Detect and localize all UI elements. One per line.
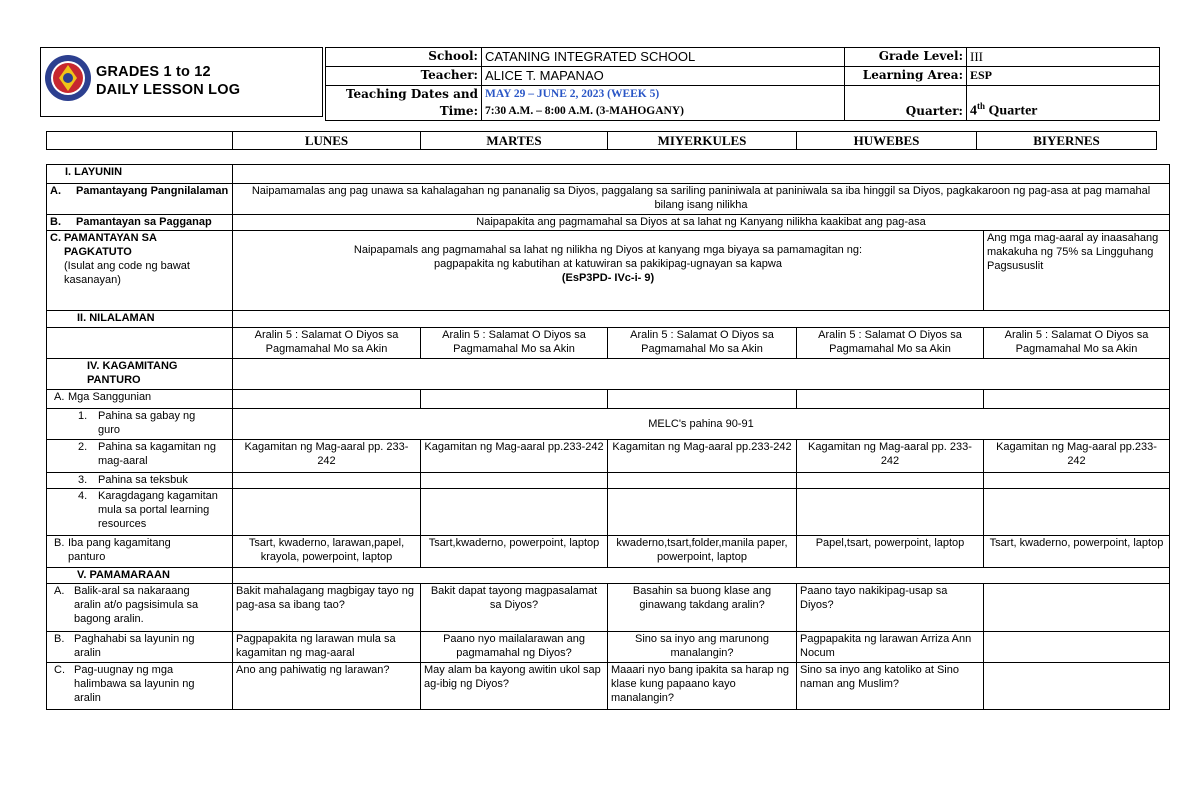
magaaral-label — [47, 440, 233, 473]
magaaral-lunes: Kagamitan ng Mag-aaral pp. 233-242 — [233, 440, 421, 473]
day-biyernes: BIYERNES — [977, 132, 1157, 150]
paghahabi-lunes: Pagpapakita ng larawan mula sa kagamitan ng mag-aaral — [233, 632, 421, 663]
pamantayang-pangnilalaman-label — [47, 184, 233, 215]
aralin-lunes: Aralin 5 : Salamat O Diyos sa Pagmamahal Mo sa Akin — [233, 328, 421, 359]
balik-lunes: Bakit mahalagang magbigay tayo ng pag-asa sa ibang tao? — [233, 584, 421, 632]
teaching-dates-value — [482, 86, 845, 121]
pamantayan-sa-pagganap-text: Naipapakita ang pagmamahal sa Diyos at sa lahat ng Kanyang nilikha kaakibat ang pag-asa — [233, 215, 1170, 231]
nilalaman-blank — [233, 311, 1170, 328]
row-title: Iba pang kagamitang panturo — [68, 537, 171, 563]
paguugnay-biyernes — [984, 663, 1170, 710]
quarter-label: Quarter: — [845, 86, 967, 121]
iba-miyerkules: kwaderno,tsart,folder,manila paper, powerpoint, laptop — [608, 536, 797, 568]
iba-lunes: Tsart, kwaderno, larawan,papel, krayola, powerpoint, laptop — [233, 536, 421, 568]
aralin-blank — [47, 328, 233, 359]
row-title: PAMANTAYAN SA PAGKATUTO — [64, 232, 157, 258]
row-letter: A. — [54, 585, 65, 597]
sanggunian-label — [47, 390, 233, 409]
paguugnay-martes: May alam ba kayong awitin ukol sap ag-ibig ng Diyos? — [421, 663, 608, 710]
iba-biyernes: Tsart, kwaderno, powerpoint, laptop — [984, 536, 1170, 568]
cell — [608, 473, 797, 489]
cell — [797, 489, 984, 536]
row-number: 3. — [78, 474, 88, 486]
cell — [233, 489, 421, 536]
magaaral-huwebes: Kagamitan ng Mag-aaral pp. 233-242 — [797, 440, 984, 473]
paguugnay-huwebes: Sino sa inyo ang katoliko at Sino naman ang Muslim? — [797, 663, 984, 710]
learning-area-value: ESP — [967, 67, 1160, 86]
pamantayan-sa-pagkatuto-label — [47, 231, 233, 311]
row-letter: A. — [54, 391, 65, 403]
cell — [233, 390, 421, 409]
row-title: Pahina sa kagamitan ng mag-aaral — [98, 441, 217, 467]
day-martes: MARTES — [421, 132, 608, 150]
row-number: 2. — [78, 441, 88, 453]
row-title: Karagdagang kagamitan mula sa portal learning resources — [98, 490, 218, 530]
row-number: 1. — [78, 410, 88, 422]
cell — [984, 473, 1170, 489]
aralin-miyerkules: Aralin 5 : Salamat O Diyos sa Pagmamahal Mo sa Akin — [608, 328, 797, 359]
quarter-value — [967, 86, 1160, 121]
row-letter: C. — [54, 664, 65, 676]
day-header-blank — [47, 132, 233, 150]
paguugnay-label — [47, 663, 233, 710]
teaching-time-line2: 7:30 A.M. – 8:00 A.M. (3-MAHOGANY) — [485, 105, 684, 117]
row-letter: C. — [50, 232, 61, 244]
pagkatuto-line2: pagpapakita ng kabutihan at katuwiran sa pakikipag-ugnayan sa kapwa — [434, 257, 782, 270]
quarter-suffix: th — [977, 101, 986, 112]
quarter-text: Quarter — [985, 104, 1038, 119]
learning-area-label: Learning Area: — [845, 67, 967, 86]
cell — [984, 390, 1170, 409]
paghahabi-label — [47, 632, 233, 663]
day-miyerkules: MIYERKULES — [608, 132, 797, 150]
magaaral-miyerkules: Kagamitan ng Mag-aaral pp.233-242 — [608, 440, 797, 473]
row-letter: B. — [54, 633, 65, 645]
cell — [421, 489, 608, 536]
section-nilalaman: II. NILALAMAN — [47, 311, 233, 328]
balik-biyernes — [984, 584, 1170, 632]
row-letter: B. — [54, 537, 65, 549]
cell — [421, 390, 608, 409]
title-grades: GRADES 1 to 12 — [96, 64, 211, 80]
teaching-dates-label-line2: Time: — [439, 104, 478, 118]
paghahabi-huwebes: Pagpapakita ng larawan Arriza Ann Nocum — [797, 632, 984, 663]
teaching-dates-label — [326, 86, 482, 121]
aralin-martes: Aralin 5 : Salamat O Diyos sa Pagmamahal Mo sa Akin — [421, 328, 608, 359]
row-title: Pamantayan sa Pagganap — [76, 216, 212, 228]
layunin-blank — [233, 165, 1170, 184]
cell — [233, 473, 421, 489]
row-number: 4. — [78, 490, 88, 502]
balik-huwebes: Paano tayo nakikipag-usap sa Diyos? — [797, 584, 984, 632]
iba-label — [47, 536, 233, 568]
paguugnay-miyerkules: Maaari nyo bang ipakita sa harap ng klase kung papaano kayo manalangin? — [608, 663, 797, 710]
grade-level-label: Grade Level: — [845, 48, 967, 67]
cell — [797, 473, 984, 489]
iba-huwebes: Papel,tsart, powerpoint, laptop — [797, 536, 984, 568]
day-huwebes: HUWEBES — [797, 132, 977, 150]
lesson-log-table — [46, 164, 1170, 710]
row-title: Mga Sanggunian — [68, 391, 152, 403]
deped-seal-logo — [44, 54, 92, 102]
row-title: Balik-aral sa nakaraang aralin at/o pagsisimula sa bagong aralin. — [74, 585, 199, 625]
row-letter: B. — [50, 216, 61, 228]
teksbuk-label — [47, 473, 233, 489]
row-title: Pahina sa teksbuk — [98, 474, 188, 486]
pamantayan-sa-pagkatuto-text — [233, 231, 984, 311]
cell — [797, 390, 984, 409]
teacher-value: ALICE T. MAPANAO — [482, 67, 845, 86]
header-title-box — [40, 47, 323, 117]
pagkatuto-line1: Naipapamals ang pagmamahal sa lahat ng nilikha ng Diyos at kanyang mga biyaya sa pamamagitan ng: — [353, 243, 863, 256]
paghahabi-martes: Paano nyo mailalarawan ang pagmamahal ng Diyos? — [421, 632, 608, 663]
row-title: Paghahabi sa layunin ng aralin — [74, 633, 195, 659]
quarter-number: 4 — [970, 104, 977, 119]
cell — [984, 489, 1170, 536]
magaaral-martes: Kagamitan ng Mag-aaral pp.233-242 — [421, 440, 608, 473]
aralin-huwebes: Aralin 5 : Salamat O Diyos sa Pagmamahal Mo sa Akin — [797, 328, 984, 359]
kagamitan-blank — [233, 359, 1170, 390]
balik-miyerkules: Basahin sa buong klase ang ginawang takdang aralin? — [608, 584, 797, 632]
pagkatuto-friday: Ang mga mag-aaral ay inaasahang makakuha ng 75% sa Lingguhang Pagsususlit — [984, 231, 1170, 311]
gabay-text: MELC's pahina 90-91 — [233, 409, 1170, 440]
section-kagamitan: IV. KAGAMITANG PANTURO — [47, 359, 233, 390]
school-value: CATANING INTEGRATED SCHOOL — [482, 48, 845, 67]
grade-level-value: III — [967, 48, 1160, 67]
section-pamamaraan: V. PAMAMARAAN — [47, 568, 233, 584]
row-letter: A. — [50, 185, 61, 197]
pamantayan-sa-pagganap-label — [47, 215, 233, 231]
gabay-label — [47, 409, 233, 440]
teacher-label: Teacher: — [326, 67, 482, 86]
cell — [421, 473, 608, 489]
aralin-biyernes: Aralin 5 : Salamat O Diyos sa Pagmamahal Mo sa Akin — [984, 328, 1170, 359]
karagdagang-label — [47, 489, 233, 536]
iba-martes: Tsart,kwaderno, powerpoint, laptop — [421, 536, 608, 568]
school-label: School: — [326, 48, 482, 67]
paguugnay-lunes: Ano ang pahiwatig ng larawan? — [233, 663, 421, 710]
balik-martes: Bakit dapat tayong magpasalamat sa Diyos? — [421, 584, 608, 632]
pamamaraan-blank — [233, 568, 1170, 584]
day-header-table — [46, 131, 1157, 150]
row-title: Pamantayang Pangnilalaman — [76, 185, 229, 197]
balik-aral-label — [47, 584, 233, 632]
header-info-table — [325, 47, 1160, 121]
cell — [608, 489, 797, 536]
row-note: (Isulat ang code ng bawat kasanayan) — [64, 260, 190, 286]
title-daily-lesson-log: DAILY LESSON LOG — [96, 82, 241, 98]
paghahabi-miyerkules: Sino sa inyo ang marunong manalangin? — [608, 632, 797, 663]
teaching-dates-label-line1: Teaching Dates and — [345, 87, 478, 101]
day-lunes: LUNES — [233, 132, 421, 150]
cell — [608, 390, 797, 409]
teaching-dates-line1: MAY 29 – JUNE 2, 2023 (WEEK 5) — [485, 88, 660, 100]
row-title: Pahina sa gabay ng guro — [98, 410, 196, 436]
paghahabi-biyernes — [984, 632, 1170, 663]
pamantayang-pangnilalaman-text: Naipamamalas ang pag unawa sa kahalagahan ng pananalig sa Diyos, paggalang sa sariling paniniwala at paniniwala sa iba hinggil sa Diyos, pagkakaroon ng pag-asa at pag mamahal bilang isang nilikha — [233, 184, 1170, 215]
section-layunin: I. LAYUNIN — [47, 165, 233, 184]
magaaral-biyernes: Kagamitan ng Mag-aaral pp.233-242 — [984, 440, 1170, 473]
pagkatuto-code: (EsP3PD- IVc-i- 9) — [561, 271, 655, 284]
row-title: Pag-uugnay ng mga halimbawa sa layunin ng aralin — [74, 664, 195, 704]
